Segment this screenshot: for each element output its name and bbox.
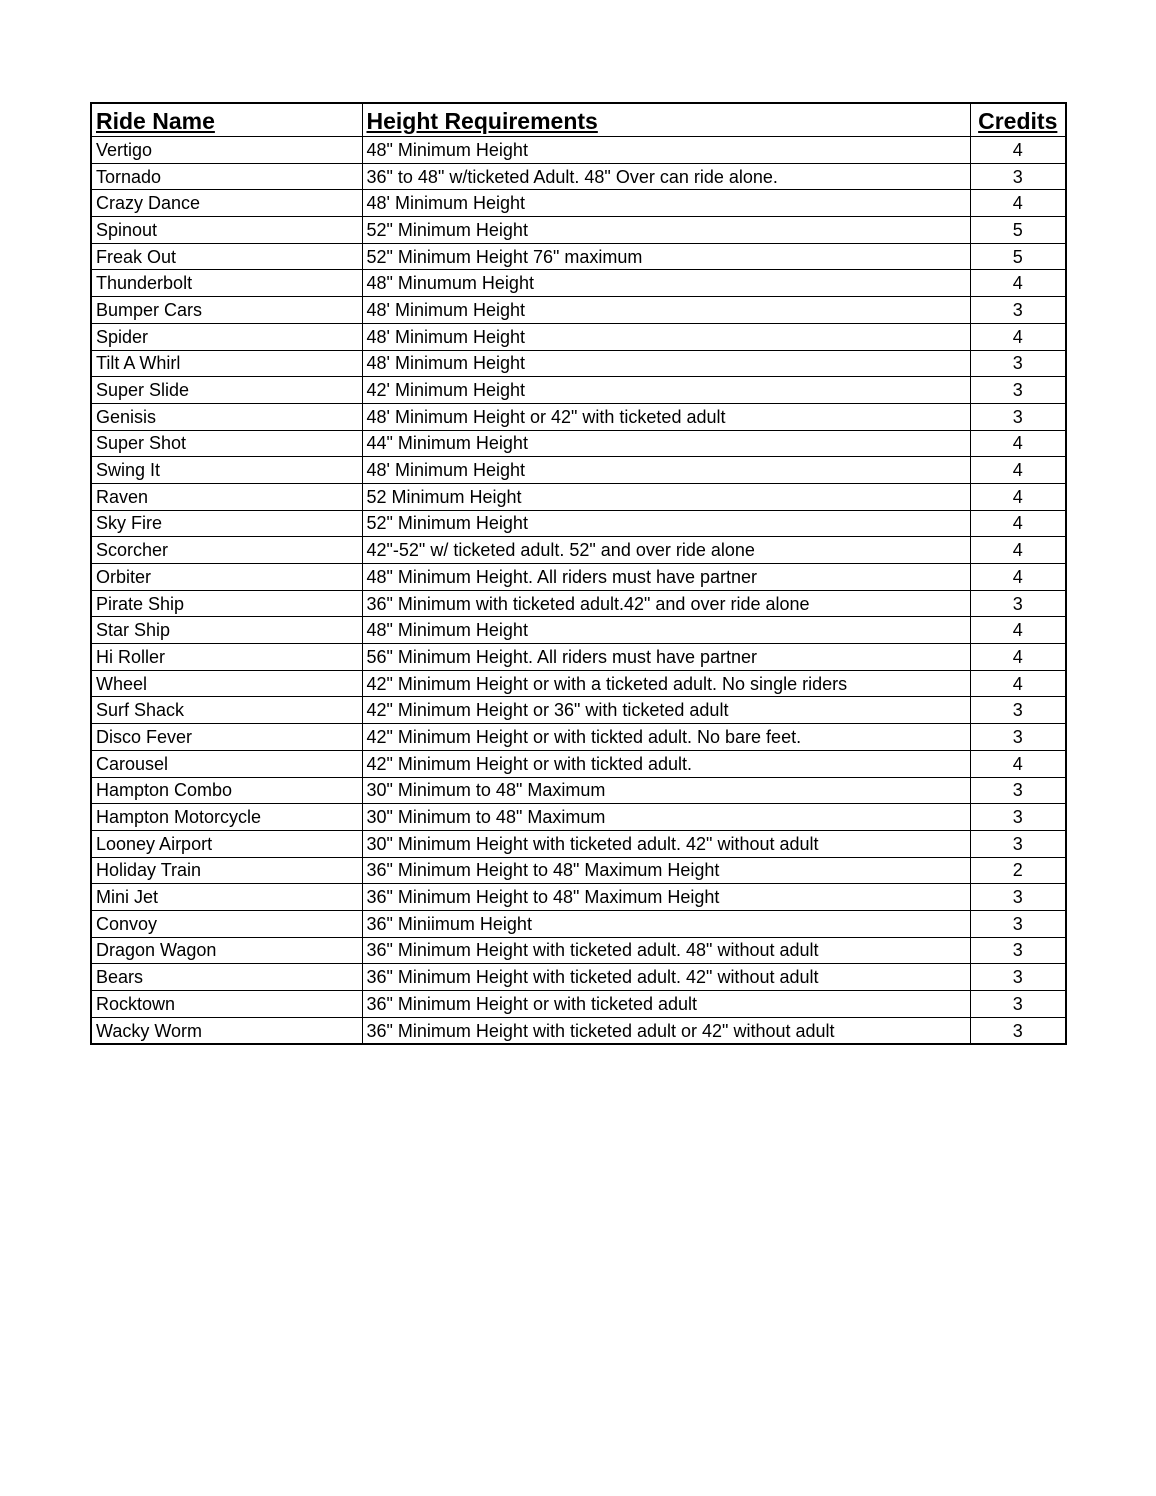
table-row [91,217,1066,244]
credits-cell: 4 [970,430,1066,457]
height-requirement-cell: 42" Minimum Height or with tickted adult. No bare feet. [362,724,970,751]
ride-requirements-table [90,102,1067,1045]
ride-requirements-sheet [90,102,1065,1045]
credits-cell: 3 [970,937,1066,964]
ride-name-cell: Dragon Wagon [91,937,362,964]
table-row [91,590,1066,617]
credits-cell: 4 [970,457,1066,484]
table-row [91,537,1066,564]
credits-cell: 4 [970,537,1066,564]
ride-name-cell: Rocktown [91,991,362,1018]
credits-cell: 4 [970,483,1066,510]
table-body [91,137,1066,1045]
height-requirement-cell: 42" Minimum Height or with tickted adult. [362,750,970,777]
table-row [91,964,1066,991]
height-requirement-cell: 36" Minimum with ticketed adult.42" and over ride alone [362,590,970,617]
height-requirement-cell: 48' Minimum Height or 42" with ticketed adult [362,403,970,430]
table-row [91,777,1066,804]
height-requirement-cell: 52" Minimum Height [362,217,970,244]
credits-cell: 4 [970,750,1066,777]
table-row [91,830,1066,857]
height-requirement-cell: 36" Minimum Height to 48" Maximum Height [362,884,970,911]
ride-name-cell: Looney Airport [91,830,362,857]
credits-cell: 3 [970,884,1066,911]
table-row [91,564,1066,591]
table-row [91,804,1066,831]
table-row [91,857,1066,884]
table-row [91,617,1066,644]
ride-name-cell: Wheel [91,670,362,697]
ride-name-cell: Holiday Train [91,857,362,884]
credits-cell: 3 [970,1017,1066,1044]
table-row [91,403,1066,430]
table-row [91,937,1066,964]
table-row [91,430,1066,457]
table-row [91,297,1066,324]
height-requirement-cell: 48' Minimum Height [362,297,970,324]
height-requirement-cell: 48" Minimum Height [362,137,970,164]
credits-cell: 3 [970,777,1066,804]
credits-cell: 3 [970,377,1066,404]
ride-name-cell: Genisis [91,403,362,430]
ride-name-cell: Sky Fire [91,510,362,537]
ride-name-cell: Orbiter [91,564,362,591]
height-requirement-cell: 30" Minimum to 48" Maximum [362,804,970,831]
ride-name-cell: Surf Shack [91,697,362,724]
height-requirement-cell: 48" Minimum Height [362,617,970,644]
height-requirement-cell: 30" Minimum Height with ticketed adult. 42" without adult [362,830,970,857]
table-row [91,750,1066,777]
table-row [91,510,1066,537]
ride-name-cell: Pirate Ship [91,590,362,617]
table-row [91,697,1066,724]
table-row [91,270,1066,297]
table-row [91,644,1066,671]
table-row [91,323,1066,350]
credits-cell: 3 [970,964,1066,991]
credits-cell: 4 [970,617,1066,644]
credits-cell: 5 [970,243,1066,270]
height-requirement-cell: 48' Minimum Height [362,323,970,350]
credits-cell: 4 [970,190,1066,217]
credits-cell: 4 [970,670,1066,697]
height-requirement-cell: 42"-52" w/ ticketed adult. 52" and over ride alone [362,537,970,564]
table-row [91,910,1066,937]
table-row [91,884,1066,911]
height-requirement-cell: 52" Minimum Height [362,510,970,537]
header-height-requirements: Height Requirements [362,103,970,137]
height-requirement-cell: 42" Minimum Height or 36" with ticketed adult [362,697,970,724]
credits-cell: 3 [970,403,1066,430]
ride-name-cell: Swing It [91,457,362,484]
ride-name-cell: Hi Roller [91,644,362,671]
table-row [91,1017,1066,1044]
table-row [91,457,1066,484]
credits-cell: 4 [970,510,1066,537]
ride-name-cell: Super Slide [91,377,362,404]
table-row [91,483,1066,510]
ride-name-cell: Crazy Dance [91,190,362,217]
height-requirement-cell: 36" Minimum Height with ticketed adult. 42" without adult [362,964,970,991]
credits-cell: 4 [970,323,1066,350]
height-requirement-cell: 48' Minimum Height [362,350,970,377]
credits-cell: 3 [970,350,1066,377]
ride-name-cell: Hampton Motorcycle [91,804,362,831]
table-row [91,377,1066,404]
table-row [91,991,1066,1018]
ride-name-cell: Mini Jet [91,884,362,911]
ride-name-cell: Disco Fever [91,724,362,751]
ride-name-cell: Hampton Combo [91,777,362,804]
height-requirement-cell: 36" Miniimum Height [362,910,970,937]
credits-cell: 5 [970,217,1066,244]
height-requirement-cell: 48" Minumum Height [362,270,970,297]
height-requirement-cell: 36" Minimum Height with ticketed adult or 42" without adult [362,1017,970,1044]
credits-cell: 3 [970,163,1066,190]
height-requirement-cell: 42' Minimum Height [362,377,970,404]
credits-cell: 4 [970,644,1066,671]
height-requirement-cell: 36" Minimum Height to 48" Maximum Height [362,857,970,884]
credits-cell: 3 [970,830,1066,857]
credits-cell: 2 [970,857,1066,884]
height-requirement-cell: 48' Minimum Height [362,457,970,484]
height-requirement-cell: 52 Minimum Height [362,483,970,510]
table-row [91,724,1066,751]
ride-name-cell: Carousel [91,750,362,777]
height-requirement-cell: 30" Minimum to 48" Maximum [362,777,970,804]
ride-name-cell: Tilt A Whirl [91,350,362,377]
height-requirement-cell: 48" Minimum Height. All riders must have partner [362,564,970,591]
credits-cell: 3 [970,724,1066,751]
ride-name-cell: Vertigo [91,137,362,164]
ride-name-cell: Raven [91,483,362,510]
ride-name-cell: Spider [91,323,362,350]
table-row [91,190,1066,217]
height-requirement-cell: 36" Minimum Height or with ticketed adult [362,991,970,1018]
height-requirement-cell: 48' Minimum Height [362,190,970,217]
ride-name-cell: Thunderbolt [91,270,362,297]
table-header-row [91,103,1066,137]
credits-cell: 3 [970,910,1066,937]
credits-cell: 3 [970,297,1066,324]
height-requirement-cell: 56" Minimum Height. All riders must have partner [362,644,970,671]
ride-name-cell: Spinout [91,217,362,244]
ride-name-cell: Convoy [91,910,362,937]
ride-name-cell: Tornado [91,163,362,190]
header-ride-name: Ride Name [91,103,362,137]
credits-cell: 3 [970,804,1066,831]
height-requirement-cell: 52" Minimum Height 76" maximum [362,243,970,270]
ride-name-cell: Super Shot [91,430,362,457]
table-row [91,350,1066,377]
ride-name-cell: Bumper Cars [91,297,362,324]
height-requirement-cell: 36" to 48" w/ticketed Adult. 48" Over can ride alone. [362,163,970,190]
credits-cell: 3 [970,590,1066,617]
height-requirement-cell: 44" Minimum Height [362,430,970,457]
height-requirement-cell: 36" Minimum Height with ticketed adult. 48" without adult [362,937,970,964]
ride-name-cell: Scorcher [91,537,362,564]
ride-name-cell: Freak Out [91,243,362,270]
credits-cell: 4 [970,137,1066,164]
ride-name-cell: Wacky Worm [91,1017,362,1044]
credits-cell: 4 [970,270,1066,297]
credits-cell: 3 [970,697,1066,724]
table-row [91,243,1066,270]
ride-name-cell: Bears [91,964,362,991]
table-row [91,163,1066,190]
header-credits: Credits [970,103,1066,137]
ride-name-cell: Star Ship [91,617,362,644]
credits-cell: 4 [970,564,1066,591]
table-row [91,137,1066,164]
credits-cell: 3 [970,991,1066,1018]
height-requirement-cell: 42" Minimum Height or with a ticketed adult. No single riders [362,670,970,697]
table-row [91,670,1066,697]
